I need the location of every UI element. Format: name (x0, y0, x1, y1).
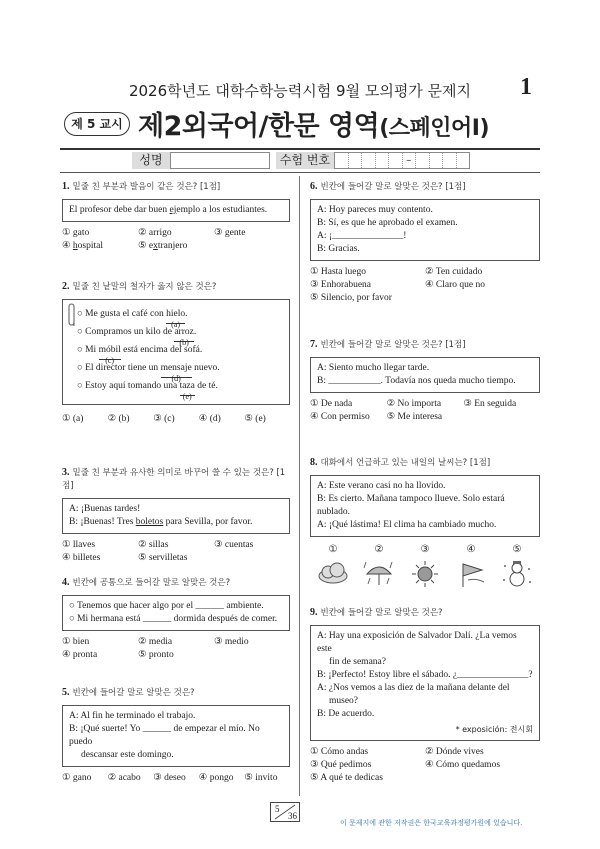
option-4[interactable]: ④ billetes (62, 553, 101, 563)
session-badge: 제 5 교시 (64, 112, 130, 136)
weather-options (310, 543, 540, 588)
option-2[interactable]: ② (356, 543, 402, 588)
header-title: 2026학년도 대학수학능력시험 9월 모의평가 문제지 (128, 82, 472, 100)
answer-options (62, 539, 290, 565)
dialog-line: B: Sí, es que he aprobado el examen. (317, 218, 458, 228)
question-7 (310, 338, 540, 424)
option-5[interactable]: ⑤ servilletas (138, 553, 188, 563)
option-2[interactable]: ② arrigo (138, 228, 172, 238)
option-3[interactable]: ③ Enhorabuena (310, 280, 372, 290)
question-prompt: 밑줄 친 부분과 유사한 의미로 바꾸어 쓸 수 있는 것은? [1점] (62, 468, 286, 491)
option-4[interactable]: ④ Con permiso (310, 412, 370, 422)
question-prompt: 밑줄 친 부분과 발음이 같은 것은? [1점] (72, 182, 221, 192)
dialog-line: A: ¿Nos vemos a las diez de la mañana delante del (317, 683, 510, 693)
subject-paren: (스페인어Ⅰ) (379, 116, 490, 141)
question-number: 3. (62, 467, 70, 478)
question-number: 8. (310, 457, 318, 468)
answer-options (62, 636, 290, 662)
dialog-line: descansar este domingo. (81, 750, 174, 760)
dialog-line: A: Hay una exposición de Salvador Dalí. ¿La vemos este (317, 631, 517, 654)
question-box (62, 595, 290, 631)
question-prompt: 빈칸에 들어갈 말로 알맞은 것은? [1점] (320, 340, 466, 350)
answer-options (62, 772, 290, 785)
option-5[interactable]: ⑤ extranjero (138, 241, 188, 251)
option-2[interactable]: ② Dónde vives (425, 747, 484, 757)
question-number: 6. (310, 181, 318, 192)
option-3[interactable]: ③ deseo (153, 773, 186, 783)
answer-options (310, 266, 540, 305)
option-1[interactable]: ① bien (62, 637, 90, 647)
name-field[interactable] (170, 152, 270, 169)
option-2[interactable]: ② sillas (138, 540, 169, 550)
sun-icon (408, 560, 442, 588)
question-prompt: 빈칸에 들어갈 말로 알맞은 것은? (320, 608, 443, 618)
option-5[interactable]: ⑤ invito (244, 773, 278, 783)
question-6 (310, 180, 540, 305)
option-2[interactable]: ② media (138, 637, 173, 647)
dialog-line: B: ¡Qué suerte! Yo ______ de empezar el mío. No puedo (69, 724, 260, 747)
question-number: 1. (62, 181, 70, 192)
sentence-text: emplo a los estudiantes. (176, 205, 268, 215)
question-number: 4. (62, 577, 70, 588)
rain-umbrella-icon (362, 560, 396, 588)
dialog-line: A: Al fin he terminado el trabajo. (69, 711, 196, 721)
option-2[interactable]: ② (b) (107, 414, 130, 424)
question-box (62, 299, 290, 405)
question-prompt: 빈칸에 공통으로 들어갈 말로 알맞은 것은? (72, 578, 231, 588)
current-page: 5 (275, 804, 280, 814)
question-8 (310, 456, 540, 588)
sentence-b: ○ Compramos un kilo de arroz (b) . (69, 324, 283, 342)
answer-options (310, 746, 540, 785)
option-5[interactable]: ⑤ Me interesa (386, 412, 443, 422)
question-3 (62, 466, 290, 565)
page-number: 1 (520, 74, 532, 100)
option-2[interactable]: ② No importa (386, 399, 442, 409)
option-4[interactable]: ④ (448, 543, 494, 588)
question-box (62, 705, 290, 767)
windy-icon (454, 560, 488, 588)
question-number: 7. (310, 339, 318, 350)
dialog-line: A: ¡Buenas tardes! (69, 504, 141, 514)
page-indicator (270, 802, 300, 822)
option-2[interactable]: ② Ten cuidado (425, 267, 483, 277)
answer-options (62, 413, 290, 426)
header-underline (60, 172, 540, 173)
option-1[interactable]: ① Cómo andas (310, 747, 369, 757)
option-1[interactable]: ① De nada (310, 399, 353, 409)
question-number: 2. (62, 281, 70, 292)
option-5[interactable]: ⑤ pronto (138, 650, 174, 660)
question-box (310, 357, 540, 393)
option-5[interactable]: ⑤ A qué te dedicas (310, 773, 383, 783)
option-3[interactable]: ③ Qué pedimos (310, 760, 372, 770)
option-3[interactable]: ③ (c) (153, 414, 175, 424)
question-5 (62, 686, 290, 785)
option-4[interactable]: ④ pongo (198, 773, 234, 783)
option-4[interactable]: ④ Claro que no (425, 280, 485, 290)
sentence-text: El profesor debe dar buen (69, 205, 170, 215)
exam-number-dash: – (403, 153, 417, 168)
question-9 (310, 606, 540, 785)
dialog-line: B: Gracias. (317, 244, 360, 254)
copyright-notice: 이 문제지에 관한 저작권은 한국교육과정평가원에 있습니다. (340, 819, 523, 827)
paperclip-icon (67, 302, 79, 328)
answer-options (310, 398, 540, 424)
sentence-c: ○ Mi móbil (c) está encima del sofá. (69, 342, 283, 360)
option-1[interactable]: ① (310, 543, 356, 588)
exam-number-label: 수험 번호 (276, 152, 334, 169)
sentence-line: ○ Tenemos que hacer algo por el ______ ambiente. (69, 601, 264, 611)
option-4[interactable]: ④ (d) (198, 414, 221, 424)
header-rule (60, 148, 540, 150)
option-3[interactable]: ③ En seguida (463, 399, 517, 409)
question-box (310, 625, 540, 741)
dialog-line: A: Este verano casi no ha llovido. (317, 481, 446, 491)
sentence-line: ○ Mi hermana está ______ dormida después de comer. (69, 614, 278, 624)
underlined-text: ej (169, 205, 177, 215)
dialog-line: B: ___________. Todavía nos queda mucho tiempo. (317, 376, 516, 386)
question-box (62, 199, 290, 222)
sentence-e: ○ Estoy aquí tomando una taza (e) de té. (69, 378, 283, 396)
question-prompt: 대화에서 언급하고 있는 내일의 날씨는? [1점] (320, 458, 491, 468)
question-box (310, 199, 540, 261)
option-2[interactable]: ② acabo (107, 773, 141, 783)
dialog-line: A: ¡Qué lástima! El clima ha cambiado mucho. (317, 520, 497, 530)
option-1[interactable]: ① Hasta luego (310, 267, 367, 277)
dialog-line: A: ¡_______________! (317, 231, 407, 241)
subject-title (138, 104, 489, 143)
option-3[interactable]: ③ gente (214, 228, 246, 238)
question-prompt: 빈칸에 들어갈 말로 알맞은 것은? (72, 688, 195, 698)
question-prompt: 밑줄 친 낱말의 철자가 옳지 않은 것은? (72, 282, 217, 292)
option-5[interactable]: ⑤ (494, 543, 540, 588)
cloud-icon (316, 560, 350, 588)
option-5[interactable]: ⑤ Silencio, por favor (310, 293, 392, 303)
question-4 (62, 576, 290, 662)
question-number: 5. (62, 687, 70, 698)
option-1[interactable]: ① (a) (62, 414, 84, 424)
option-4[interactable]: ④ hospital (62, 241, 103, 251)
question-1 (62, 180, 290, 253)
option-3[interactable]: ③ medio (214, 637, 249, 647)
snowman-icon (500, 560, 534, 588)
sentence-a: ○ Me gusta el café con hielo (a) . (69, 306, 283, 324)
option-1[interactable]: ① gato (62, 228, 90, 238)
option-5[interactable]: ⑤ (e) (244, 414, 266, 424)
dialog-line: B: ¡Buenas! Tres boletos para Sevilla, por favor. (69, 517, 253, 527)
option-3[interactable]: ③ cuentas (214, 540, 254, 550)
option-4[interactable]: ④ pronta (62, 650, 98, 660)
question-prompt: 빈칸에 들어갈 말로 알맞은 것은? [1점] (320, 182, 466, 192)
option-3[interactable]: ③ (402, 543, 448, 588)
question-box (62, 498, 290, 534)
option-4[interactable]: ④ Cómo quedamos (425, 760, 501, 770)
dialog-line: museo? (329, 696, 359, 706)
option-1[interactable]: ① gano (62, 773, 92, 783)
column-divider (299, 176, 300, 796)
sentence-d: ○ El director tiene un mensaje (d) nuevo. (69, 360, 283, 378)
dialog-line: fin de semana? (329, 657, 386, 667)
question-box (310, 475, 540, 537)
answer-options (62, 227, 290, 253)
option-1[interactable]: ① llaves (62, 540, 96, 550)
exam-number-field[interactable] (334, 152, 470, 169)
dialog-line: B: Es cierto. Mañana tampoco llueve. Solo estará nublado. (317, 494, 505, 517)
dialog-line: B: ¡Perfecto! Estoy libre el sábado. ¿_______________? (317, 670, 533, 680)
subject-name: 제2외국어/한문 영역 (138, 111, 380, 142)
dialog-line: B: De acuerdo. (317, 709, 375, 719)
name-label: 성명 (132, 152, 170, 169)
question-2 (62, 280, 290, 426)
total-pages: 36 (288, 811, 297, 821)
dialog-line: A: Hoy pareces muy contento. (317, 205, 433, 215)
dialog-line: A: Siento mucho llegar tarde. (317, 363, 430, 373)
footnote: * exposición: 전시회 (455, 725, 533, 734)
question-number: 9. (310, 607, 318, 618)
